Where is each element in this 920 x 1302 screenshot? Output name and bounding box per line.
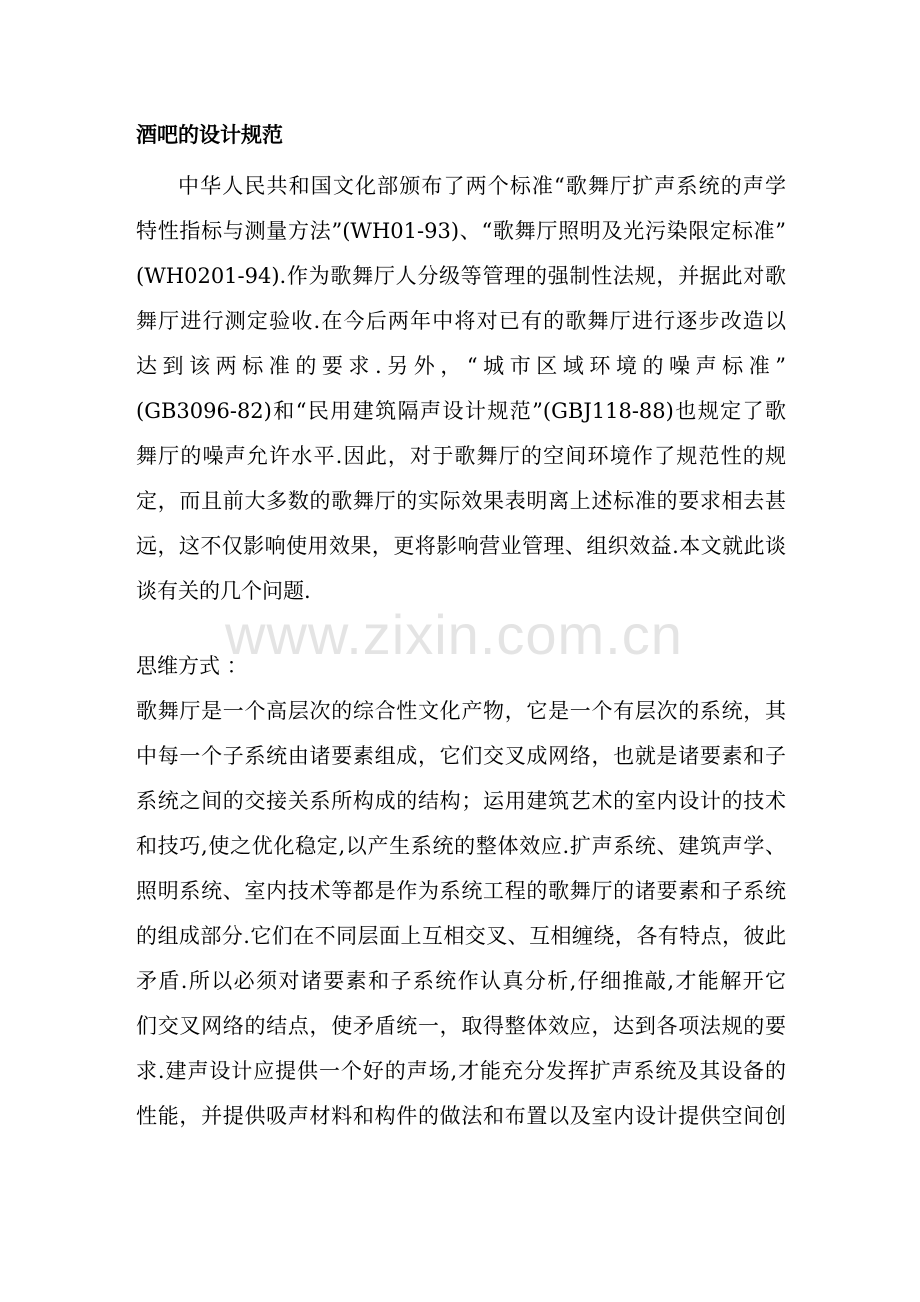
paragraph-line: 照明系统、室内技术等都是作为系统工程的歌舞厅的诸要素和子系统 bbox=[136, 879, 786, 903]
paragraph-line: 们交叉网络的结点，使矛盾统一，取得整体效应，达到各项法规的要 bbox=[136, 1014, 786, 1038]
document-title: 酒吧的设计规范 bbox=[136, 123, 283, 147]
paragraph-line: (WH0201-94).作为歌舞厅人分级等管理的强制性法规，并据此对歌 bbox=[136, 264, 786, 288]
paragraph-line: 歌舞厅是一个高层次的综合性文化产物，它是一个有层次的系统，其 bbox=[136, 699, 786, 723]
paragraph-line: 舞厅进行测定验收.在今后两年中将对已有的歌舞厅进行逐步改造以 bbox=[136, 309, 786, 333]
paragraph-line: 的组成部分.它们在不同层面上互相交叉、互相缠绕，各有特点，彼此 bbox=[136, 924, 786, 948]
paragraph-line: 谈有关的几个问题. bbox=[136, 579, 311, 603]
paragraph-line: 和技巧,使之优化稳定,以产生系统的整体效应.扩声系统、建筑声学、 bbox=[136, 834, 786, 858]
paragraph-line: 求.建声设计应提供一个好的声场,才能充分发挥扩声系统及其设备的 bbox=[136, 1059, 786, 1083]
section-label: 思维方式 ： bbox=[136, 654, 248, 678]
paragraph-line: 矛盾.所以必须对诸要素和子系统作认真分析,仔细推敲,才能解开它 bbox=[136, 969, 786, 993]
paragraph-line: 特性指标与测量方法”(WH01-93)、“歌舞厅照明及光污染限定标准” bbox=[136, 219, 786, 243]
paragraph-line: 中华人民共和国文化部颁布了两个标准“歌舞厅扩声系统的声学 bbox=[178, 174, 786, 198]
paragraph-line: 系统之间的交接关系所构成的结构；运用建筑艺术的室内设计的技术 bbox=[136, 789, 786, 813]
paragraph-line: 定，而且前大多数的歌舞厅的实际效果表明离上述标准的要求相去甚 bbox=[136, 489, 786, 513]
paragraph-line: 中每一个子系统由诸要素组成，它们交叉成网络，也就是诸要素和子 bbox=[136, 744, 786, 768]
paragraph-line: 达到该两标准的要求.另外，“城市区域环境的噪声标准” bbox=[136, 354, 786, 378]
paragraph-line: (GB3096-82)和“民用建筑隔声设计规范”(GBJ118-88)也规定了歌 bbox=[136, 399, 786, 423]
watermark: www.zixin.com.cn bbox=[225, 603, 683, 666]
paragraph-line: 远，这不仅影响使用效果，更将影响营业管理、组织效益.本文就此谈 bbox=[136, 534, 786, 558]
paragraph-line: 性能，并提供吸声材料和构件的做法和布置以及室内设计提供空间创 bbox=[136, 1104, 786, 1128]
paragraph-line: 舞厅的噪声允许水平.因此，对于歌舞厅的空间环境作了规范性的规 bbox=[136, 444, 786, 468]
